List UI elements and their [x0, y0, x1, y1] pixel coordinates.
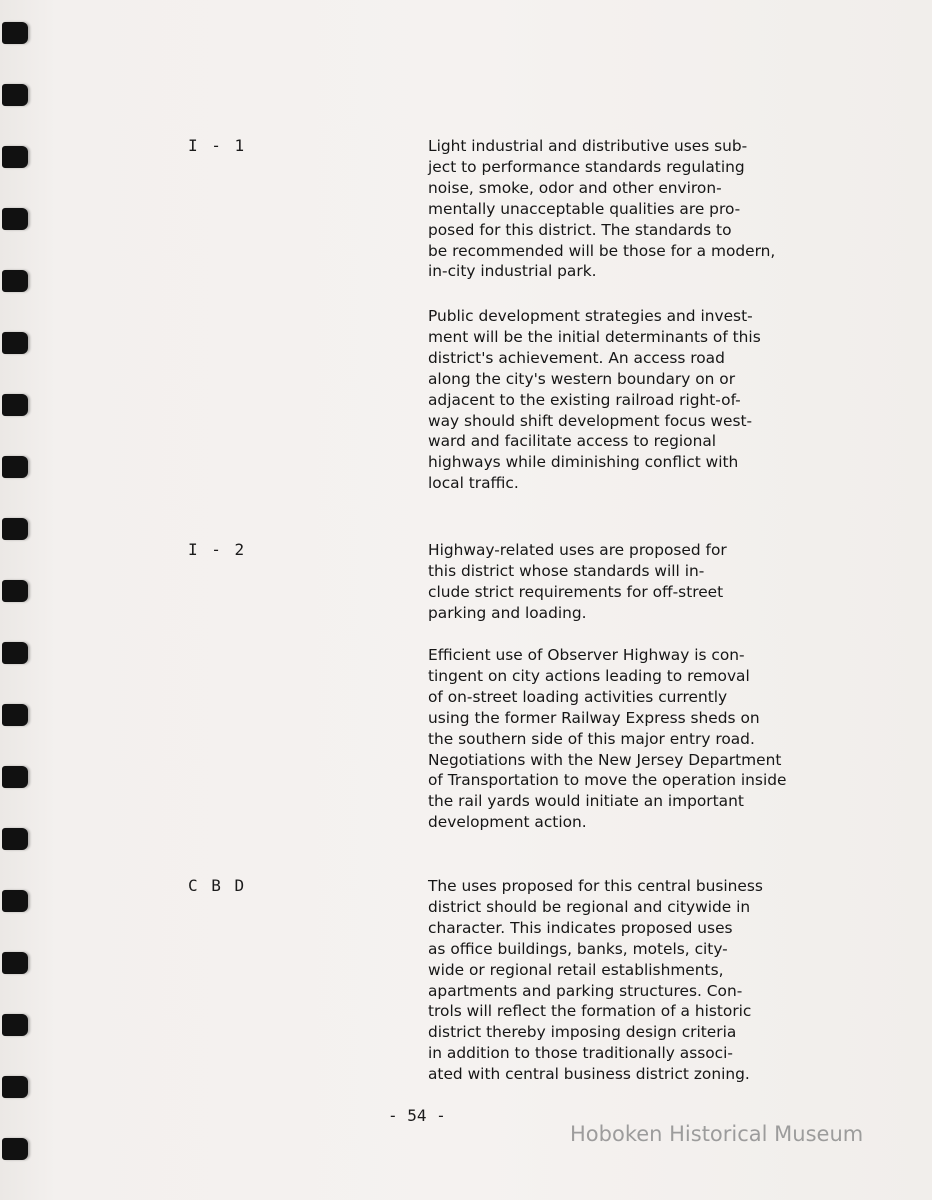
- text-line: as office buildings, banks, motels, city-: [428, 939, 728, 958]
- text-line: district thereby imposing design criteria: [428, 1023, 737, 1042]
- text-line: of on-street loading activities currently: [428, 687, 728, 706]
- district-code-cbd: C B D: [188, 876, 247, 895]
- text-line: ject to performance standards regulating: [428, 157, 745, 176]
- i1-paragraph-2: [428, 306, 853, 494]
- text-line: the southern side of this major entry road.: [428, 729, 755, 748]
- i2-paragraph-1: [428, 540, 853, 624]
- text-line: apartments and parking structures. Con-: [428, 981, 743, 1000]
- text-line: in-city industrial park.: [428, 262, 597, 281]
- spiral-binding: [0, 0, 40, 1200]
- text-line: along the city's western boundary on or: [428, 369, 736, 388]
- binding-hole: [2, 332, 28, 354]
- binding-hole: [2, 518, 28, 540]
- binding-hole: [2, 828, 28, 850]
- text-line: ward and facilitate access to regional: [428, 432, 717, 451]
- binding-hole: [2, 270, 28, 292]
- text-line: posed for this district. The standards to: [428, 220, 732, 239]
- text-line: Negotiations with the New Jersey Department: [428, 750, 782, 769]
- text-line: trols will reflect the formation of a historic: [428, 1002, 752, 1021]
- text-line: of Transportation to move the operation inside: [428, 771, 787, 790]
- text-line: Light industrial and distributive uses sub-: [428, 137, 748, 155]
- text-line: Efficient use of Observer Highway is con-: [428, 646, 745, 664]
- binding-hole: [2, 1014, 28, 1036]
- text-line: ment will be the initial determinants of this: [428, 327, 761, 346]
- text-line: tingent on city actions leading to removal: [428, 666, 750, 685]
- text-line: in addition to those traditionally associ-: [428, 1044, 733, 1063]
- text-line: this district whose standards will in-: [428, 561, 705, 580]
- text-line: mentally unacceptable qualities are pro-: [428, 199, 741, 218]
- text-line: way should shift development focus west-: [428, 411, 753, 430]
- text-line: wide or regional retail establishments,: [428, 960, 724, 979]
- i1-paragraph-1: [428, 136, 853, 282]
- binding-hole: [2, 704, 28, 726]
- binding-hole: [2, 84, 28, 106]
- text-line: parking and loading.: [428, 603, 587, 622]
- binding-hole: [2, 952, 28, 974]
- page-number: - 54 -: [388, 1106, 446, 1125]
- binding-hole: [2, 456, 28, 478]
- district-code-i2: I - 2: [188, 540, 247, 559]
- text-line: development action.: [428, 813, 587, 832]
- text-line: the rail yards would initiate an important: [428, 792, 744, 811]
- text-line: Highway-related uses are proposed for: [428, 541, 727, 559]
- cbd-paragraph-1: [428, 876, 853, 1085]
- text-line: using the former Railway Express sheds on: [428, 708, 760, 727]
- text-line: district should be regional and citywide in: [428, 897, 751, 916]
- text-line: ated with central business district zoning.: [428, 1065, 750, 1084]
- binding-hole: [2, 394, 28, 416]
- museum-watermark: Hoboken Historical Museum: [570, 1122, 864, 1146]
- binding-hole: [2, 208, 28, 230]
- binding-hole: [2, 890, 28, 912]
- i2-paragraph-2: [428, 645, 853, 833]
- text-line: noise, smoke, odor and other environ-: [428, 178, 722, 197]
- text-line: The uses proposed for this central business: [428, 877, 763, 895]
- binding-hole: [2, 1138, 28, 1160]
- text-line: district's achievement. An access road: [428, 348, 725, 367]
- binding-hole: [2, 642, 28, 664]
- binding-hole: [2, 766, 28, 788]
- text-line: adjacent to the existing railroad right-of-: [428, 390, 741, 409]
- text-line: be recommended will be those for a modern,: [428, 241, 776, 260]
- district-code-i1: I - 1: [188, 136, 247, 155]
- binding-hole: [2, 580, 28, 602]
- binding-hole: [2, 1076, 28, 1098]
- binding-hole: [2, 146, 28, 168]
- text-line: character. This indicates proposed uses: [428, 918, 733, 937]
- text-line: Public development strategies and invest-: [428, 307, 753, 325]
- binding-hole: [2, 22, 28, 44]
- text-line: highways while diminishing conflict with: [428, 453, 739, 472]
- text-line: local traffic.: [428, 474, 519, 493]
- text-line: clude strict requirements for off-street: [428, 582, 724, 601]
